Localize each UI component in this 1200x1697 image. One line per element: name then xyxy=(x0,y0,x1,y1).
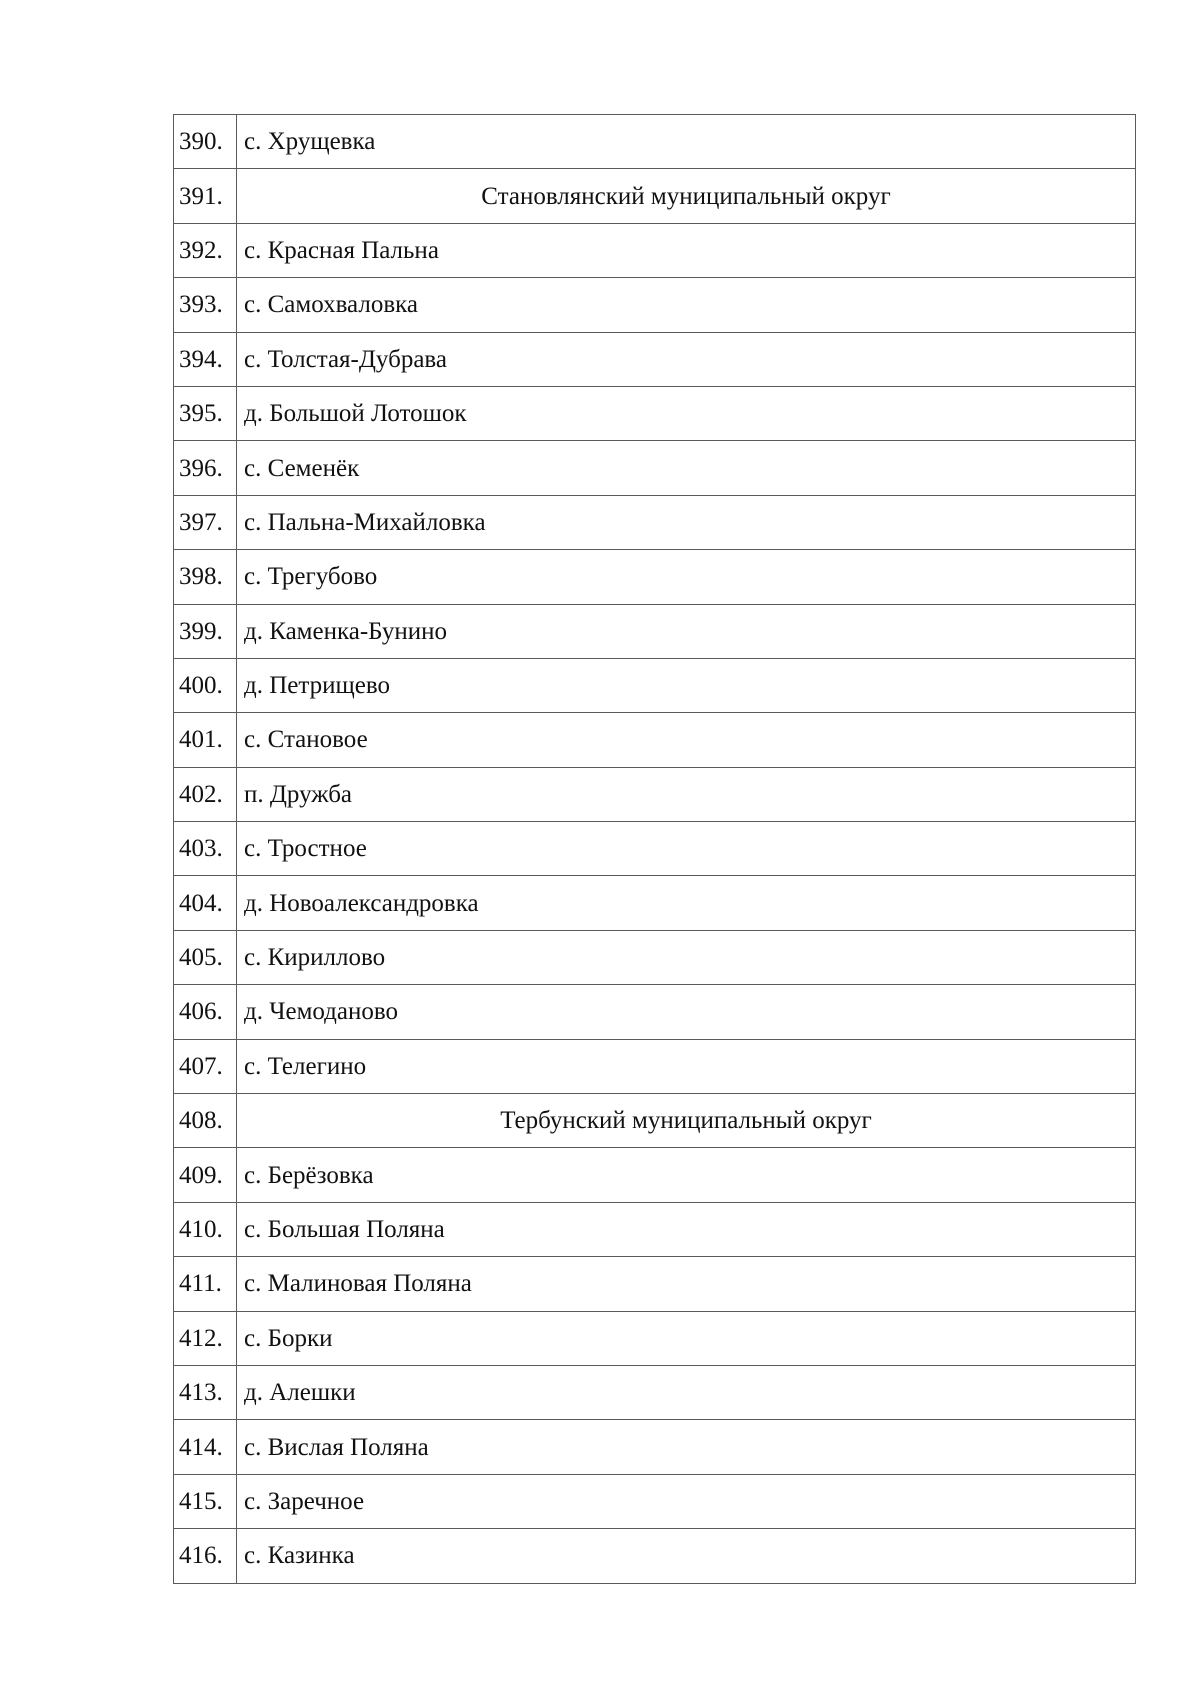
settlement-name: с. Казинка xyxy=(237,1529,1136,1583)
district-heading: Тербунский муниципальный округ xyxy=(237,1094,1136,1148)
table-row xyxy=(174,1474,1136,1528)
district-heading: Становлянский муниципальный округ xyxy=(237,169,1136,223)
row-number: 394. xyxy=(174,332,237,386)
row-number: 413. xyxy=(174,1365,237,1419)
row-number: 412. xyxy=(174,1311,237,1365)
row-number: 398. xyxy=(174,550,237,604)
row-number: 397. xyxy=(174,495,237,549)
table-row xyxy=(174,386,1136,440)
table-row xyxy=(174,985,1136,1039)
row-number: 408. xyxy=(174,1094,237,1148)
settlement-name: с. Становое xyxy=(237,713,1136,767)
settlement-name: с. Красная Пальна xyxy=(237,223,1136,277)
table-row xyxy=(174,876,1136,930)
row-number: 406. xyxy=(174,985,237,1039)
settlement-name: с. Трегубово xyxy=(237,550,1136,604)
settlement-name: с. Семенёк xyxy=(237,441,1136,495)
row-number: 407. xyxy=(174,1039,237,1093)
settlement-name: с. Пальна-Михайловка xyxy=(237,495,1136,549)
settlement-name: п. Дружба xyxy=(237,767,1136,821)
table-row xyxy=(174,115,1136,169)
table-row xyxy=(174,1039,1136,1093)
settlement-name: д. Чемоданово xyxy=(237,985,1136,1039)
table-row xyxy=(174,1529,1136,1583)
table-row xyxy=(174,550,1136,604)
table-row xyxy=(174,930,1136,984)
row-number: 409. xyxy=(174,1148,237,1202)
settlement-name: д. Каменка-Бунино xyxy=(237,604,1136,658)
row-number: 391. xyxy=(174,169,237,223)
table-row xyxy=(174,332,1136,386)
table-row xyxy=(174,767,1136,821)
row-number: 401. xyxy=(174,713,237,767)
settlement-name: с. Кириллово xyxy=(237,930,1136,984)
row-number: 390. xyxy=(174,115,237,169)
settlement-name: с. Тростное xyxy=(237,822,1136,876)
settlement-name: с. Малиновая Поляна xyxy=(237,1257,1136,1311)
row-number: 414. xyxy=(174,1420,237,1474)
settlement-name: д. Большой Лотошок xyxy=(237,386,1136,440)
row-number: 416. xyxy=(174,1529,237,1583)
district-heading-row xyxy=(174,1094,1136,1148)
settlement-name: с. Самохваловка xyxy=(237,278,1136,332)
row-number: 400. xyxy=(174,658,237,712)
table-row xyxy=(174,223,1136,277)
table-row xyxy=(174,822,1136,876)
settlements-table xyxy=(173,114,1136,1584)
settlement-name: д. Петрищево xyxy=(237,658,1136,712)
settlement-name: д. Новоалександровка xyxy=(237,876,1136,930)
table-row xyxy=(174,1202,1136,1256)
settlement-name: с. Хрущевка xyxy=(237,115,1136,169)
settlement-name: с. Берёзовка xyxy=(237,1148,1136,1202)
table-row xyxy=(174,278,1136,332)
table-row xyxy=(174,1420,1136,1474)
settlement-name: д. Алешки xyxy=(237,1365,1136,1419)
row-number: 411. xyxy=(174,1257,237,1311)
row-number: 393. xyxy=(174,278,237,332)
district-heading-row xyxy=(174,169,1136,223)
row-number: 410. xyxy=(174,1202,237,1256)
row-number: 415. xyxy=(174,1474,237,1528)
table-row xyxy=(174,1365,1136,1419)
row-number: 396. xyxy=(174,441,237,495)
table-row xyxy=(174,1148,1136,1202)
row-number: 395. xyxy=(174,386,237,440)
table-row xyxy=(174,1311,1136,1365)
row-number: 402. xyxy=(174,767,237,821)
row-number: 403. xyxy=(174,822,237,876)
settlements-table-body xyxy=(174,115,1136,1584)
row-number: 405. xyxy=(174,930,237,984)
settlement-name: с. Борки xyxy=(237,1311,1136,1365)
row-number: 399. xyxy=(174,604,237,658)
settlement-name: с. Телегино xyxy=(237,1039,1136,1093)
settlement-name: с. Толстая-Дубрава xyxy=(237,332,1136,386)
settlement-name: с. Вислая Поляна xyxy=(237,1420,1136,1474)
row-number: 404. xyxy=(174,876,237,930)
table-row xyxy=(174,441,1136,495)
table-row xyxy=(174,1257,1136,1311)
settlement-name: с. Большая Поляна xyxy=(237,1202,1136,1256)
table-row xyxy=(174,713,1136,767)
table-row xyxy=(174,604,1136,658)
table-row xyxy=(174,495,1136,549)
row-number: 392. xyxy=(174,223,237,277)
settlement-name: с. Заречное xyxy=(237,1474,1136,1528)
table-row xyxy=(174,658,1136,712)
